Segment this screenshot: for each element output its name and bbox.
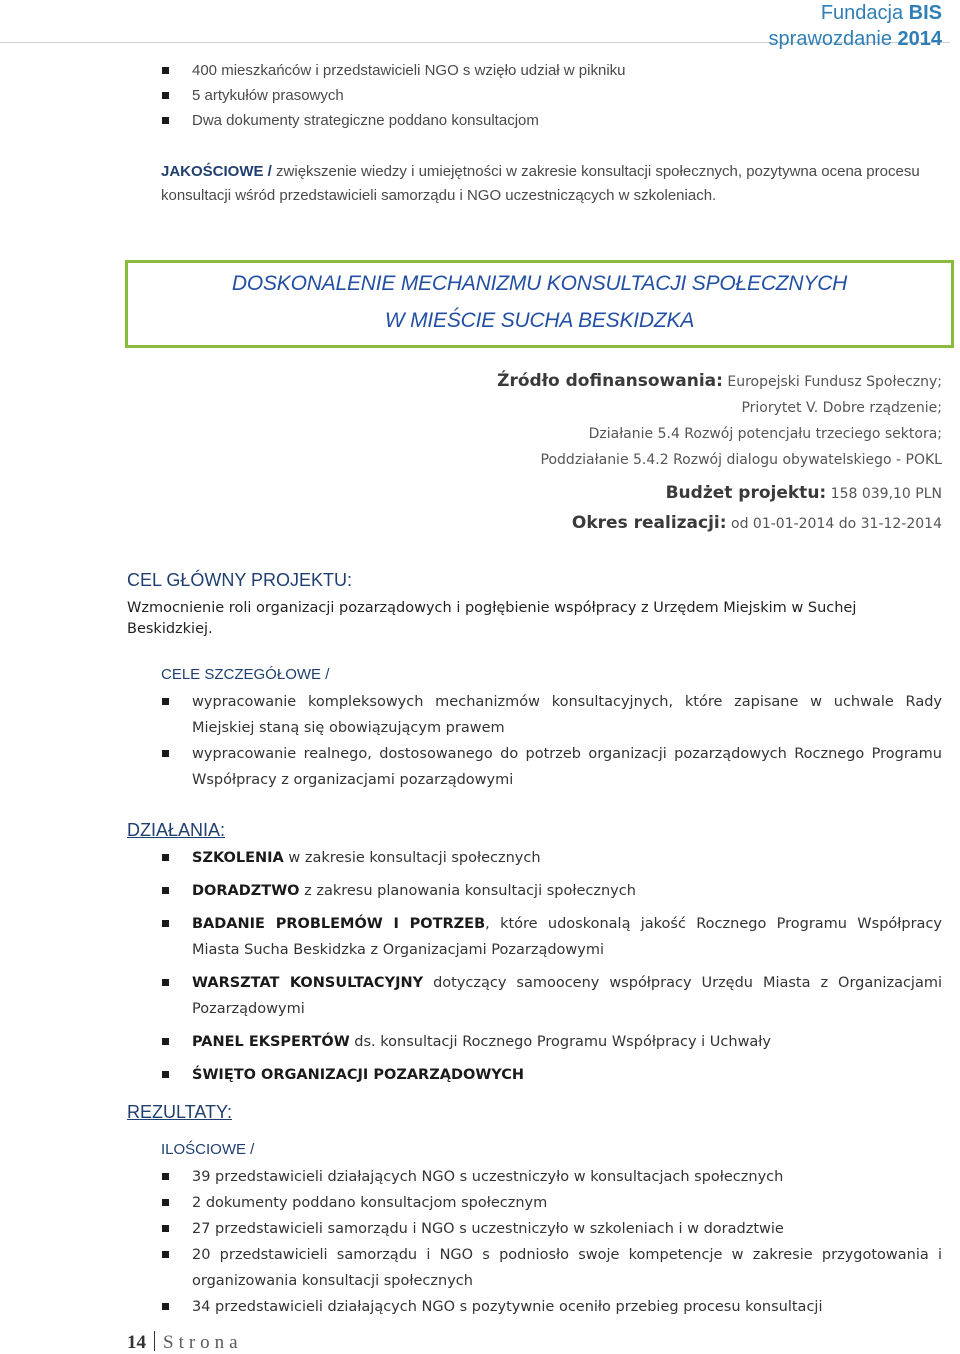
funding-line3: Działanie 5.4 Rozwój potencjału trzeciego sektora;	[588, 426, 942, 442]
org-name	[769, 0, 942, 26]
list-item	[162, 845, 942, 871]
org-name-bold: BIS	[908, 2, 942, 24]
specific-goals-list	[162, 689, 942, 793]
action-name: WARSZTAT KONSULTACYJNY	[192, 975, 424, 991]
budget-value: 158 039,10 PLN	[826, 486, 942, 502]
project-title-box	[125, 260, 954, 348]
quantitative-heading: ILOŚCIOWE /	[161, 1141, 255, 1158]
project-title-line2: W MIEŚCIE SUCHA BESKIDZKA	[384, 309, 695, 332]
action-name: ŚWIĘTO ORGANIZACJI POZARZĄDOWYCH	[192, 1067, 525, 1083]
list-item: wypracowanie realnego, dostosowanego do potrzeb organizacji pozarządowych Rocznego Programu Współpracy z organizacjami pozarządowymi	[162, 741, 942, 793]
project-title-line1: DOSKONALENIE MECHANIZMU KONSULTACJI SPOŁECZNYCH	[231, 272, 848, 295]
action-name: SZKOLENIA	[192, 850, 284, 866]
page-label: Strona	[163, 1332, 243, 1353]
report-year: 2014	[897, 28, 942, 50]
funding-line1: Europejski Fundusz Społeczny;	[722, 374, 942, 390]
project-budget	[666, 483, 942, 503]
funding-line4: Poddziałanie 5.4.2 Rozwój dialogu obywatelskiego - POKL	[540, 452, 942, 468]
report-name	[769, 26, 942, 52]
report-name-prefix: sprawozdanie	[768, 28, 898, 50]
list-item	[162, 1062, 942, 1088]
list-item: 20 przedstawicieli samorządu i NGO s podniosło swoje kompetencje w zakresie przygotowania i organizowania konsultacji społecznych	[162, 1242, 942, 1294]
action-name: BADANIE PROBLEMÓW I POTRZEB	[192, 916, 486, 932]
action-text: dotyczący samooceny współpracy Urzędu Miasta z Organizacjami Pozarządowymi	[192, 975, 942, 1017]
list-item	[162, 970, 942, 1022]
list-item: 34 przedstawicieli działających NGO s pozytywnie oceniło przebieg procesu konsultacji	[162, 1294, 942, 1320]
list-item: Dwa dokumenty strategiczne poddano konsultacjom	[162, 108, 626, 133]
action-text: ds. konsultacji Rocznego Programu Współpracy i Uchwały	[349, 1034, 772, 1050]
qualitative-text: zwiększenie wiedzy i umiejętności w zakresie konsultacji społecznych, pozytywna ocena procesu konsultacji wśród przedstawicieli samorządu i NGO uczestniczących w szkoleniach.	[161, 163, 920, 204]
actions-heading: DZIAŁANIA:	[127, 820, 226, 840]
org-name-prefix: Fundacja	[820, 2, 909, 24]
main-goal-text: Wzmocnienie roli organizacji pozarządowych i pogłębienie współpracy z Urzędem Miejskim w Suchej Beskidzkiej.	[127, 600, 857, 637]
funding-source	[472, 368, 942, 473]
budget-label: Budżet projektu:	[665, 483, 827, 503]
page-number: 14	[127, 1332, 146, 1353]
main-goal-heading: CEL GŁÓWNY PROJEKTU:	[127, 570, 353, 590]
list-item	[162, 878, 942, 904]
specific-goals-heading: CELE SZCZEGÓŁOWE /	[161, 666, 330, 683]
period-label: Okres realizacji:	[571, 513, 727, 533]
list-item	[162, 1029, 942, 1055]
funding-line2: Priorytet V. Dobre rządzenie;	[741, 400, 942, 416]
list-item: 5 artykułów prasowych	[162, 83, 626, 108]
action-text: w zakresie konsultacji społecznych	[283, 850, 541, 866]
list-item: wypracowanie kompleksowych mechanizmów konsultacyjnych, które zapisane w uchwale Rady Miejskiej staną się obowiązującym prawem	[162, 689, 942, 741]
funding-label: Źródło dofinansowania:	[497, 371, 723, 391]
period-value: od 01-01-2014 do 31-12-2014	[726, 516, 942, 532]
action-name: DORADZTWO	[192, 883, 300, 899]
results-heading: REZULTATY:	[127, 1102, 233, 1122]
action-text: z zakresu planowania konsultacji społecznych	[299, 883, 636, 899]
qualitative-label: JAKOŚCIOWE /	[161, 163, 272, 180]
list-item: 400 mieszkańców i przedstawicieli NGO s wzięło udział w pikniku	[162, 58, 626, 83]
actions-list	[162, 845, 942, 1095]
list-item: 2 dokumenty poddano konsultacjom społecznym	[162, 1190, 942, 1216]
footer-divider	[154, 1331, 155, 1351]
page-header	[769, 0, 942, 52]
qualitative-results	[161, 160, 942, 208]
project-period	[572, 513, 942, 533]
action-text: , które udoskonalą jakość Rocznego Programu Współpracy Miasta Sucha Beskidzka z Organizacjami Pozarządowymi	[192, 916, 942, 958]
list-item	[162, 911, 942, 963]
page-footer	[127, 1331, 243, 1354]
top-results-list	[162, 58, 626, 133]
results-list	[162, 1164, 942, 1320]
list-item: 39 przedstawicieli działających NGO s uczestniczyło w konsultacjach społecznych	[162, 1164, 942, 1190]
list-item: 27 przedstawicieli samorządu i NGO s uczestniczyło w szkoleniach i w doradztwie	[162, 1216, 942, 1242]
action-name: PANEL EKSPERTÓW	[192, 1034, 350, 1050]
